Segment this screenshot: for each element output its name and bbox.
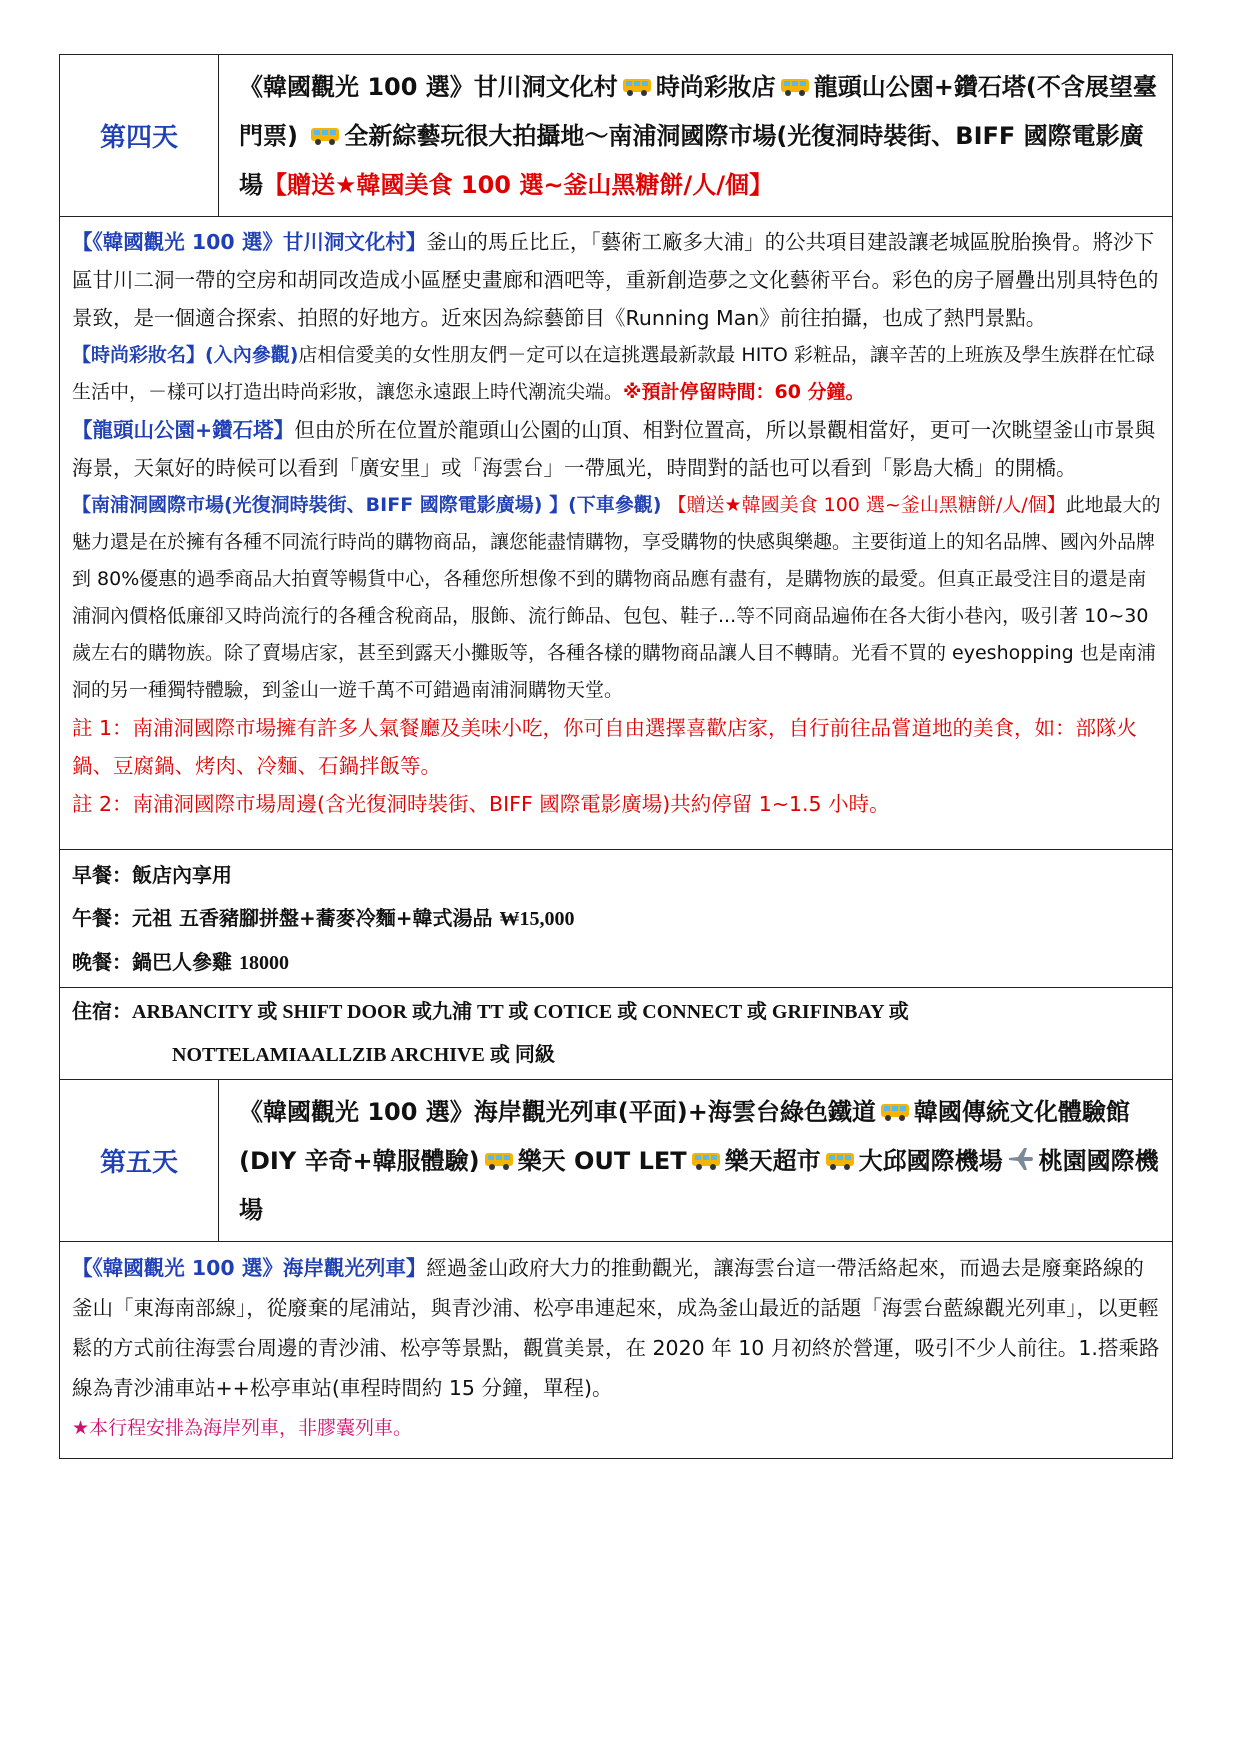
itinerary-table [59, 54, 1173, 1459]
day4-title-part1: 《韓國觀光 100 選》甘川洞文化村 [239, 73, 618, 101]
cosmetic-note: ※預計停留時間：60 分鐘。 [623, 381, 865, 403]
yongdusan-paragraph [72, 411, 1164, 487]
nampo-paragraph [72, 487, 1164, 709]
breakfast-line [72, 854, 1160, 897]
day5-title-part5: 大邱國際機場 [858, 1147, 1003, 1175]
itinerary-sheet [59, 54, 1173, 1459]
lodging-line1: ARBANCITY 或 SHIFT DOOR 或九浦 TT 或 COTICE 或 CONNECT 或 GRIFINBAY 或 [132, 1001, 909, 1023]
lodging-row [60, 988, 1173, 1080]
note-1: 註 1：南浦洞國際市場擁有許多人氣餐廳及美味小吃，你可自由選擇喜歡店家，自行前往品嘗道地的美食，如：部隊火鍋、豆腐鍋、烤肉、冷麵、石鍋拌飯等。 [72, 716, 1138, 778]
day5-header-row [60, 1080, 1173, 1242]
dinner-price: 18000 [238, 952, 289, 974]
lodging-line2: NOTTELAMIAALLZIB ARCHIVE 或 同級 [172, 1044, 555, 1066]
day5-content [60, 1242, 1173, 1459]
train-text: 經過釜山政府大力的推動觀光，讓海雲台這一帶活絡起來，而過去是廢棄路線的釜山「東海南部線」，從廢棄的尾浦站，與青沙浦、松亭串連起來，成為釜山最近的話題「海雲台藍線觀光列車」，以更輕鬆的方式前往海雲台周邊的青沙浦、松亭等景點，觀賞美景，在 2020 年 10 月初終於營運，吸引不少人前往。1.搭乘路線為青沙浦車站++松亭車站(車程時間約 15 分鐘，單程)。 [72, 1256, 1160, 1400]
breakfast-value: 飯店內享用 [132, 863, 232, 887]
nampo-text: 此地最大的魅力還是在於擁有各種不同流行時尚的購物商品，讓您能盡情購物，享受購物的快感與樂趣。主要街道上的知名品牌、國內外品牌到 80%優惠的過季商品大拍賣等暢貨中心，各種您所想像不到的購物商品應有盡有，是購物族的最愛。但真正最受注目的還是南浦洞內價格低廉卻又時尚流行的各種含稅商品，服飾、流行飾品、包包、鞋子...等不同商品遍佈在各大街小巷內，吸引著 10~30 歲左右的購物族。除了賣場店家，甚至到露天小攤販等，各種各樣的購物商品讓人目不轉睛。光看不買的 eyeshopping 也是南浦洞的另一種獨特體驗，到釜山一遊千萬不可錯過南浦洞購物天堂。 [72, 494, 1161, 701]
note-2: 註 2：南浦洞國際市場周邊(含光復洞時裝街、BIFF 國際電影廣場)共約停留 1~1.5 小時。 [72, 792, 890, 816]
day4-label: 第四天 [60, 55, 219, 217]
gamcheon-paragraph [72, 223, 1164, 337]
bus-icon [780, 77, 810, 97]
cosmetic-paragraph [72, 337, 1164, 411]
meals-row [60, 850, 1173, 988]
day5-title-part3: 樂天 OUT LET [517, 1147, 687, 1175]
nampo-heading: 【南浦洞國際市場(光復洞時裝街、BIFF 國際電影廣場) 】(下車參觀) [72, 494, 662, 516]
gamcheon-heading: 【《韓國觀光 100 選》甘川洞文化村】 [72, 230, 427, 254]
day4-title-part3: 龍頭山公園+鑽石塔(不含展望臺門票) [239, 73, 1157, 150]
lunch-line [72, 897, 1160, 941]
bus-icon [484, 1151, 514, 1171]
day4-content-row [60, 217, 1173, 850]
lunch-label: 午餐： [72, 906, 132, 930]
cosmetic-text: 店相信愛美的女性朋友們－定可以在這挑選最新款最 HITO 彩粧品，讓辛苦的上班族及學生族群在忙碌生活中，－樣可以打造出時尚彩妝，讓您永遠跟上時代潮流尖端。 [72, 344, 1155, 403]
lunch-value: 元祖 五香豬腳拼盤+蕎麥冷麵+韓式湯品 [132, 906, 500, 930]
day4-content [60, 217, 1173, 850]
lodging-label: 住宿： [72, 999, 132, 1023]
bus-icon [880, 1102, 910, 1122]
day4-title-gift: 【贈送★韓國美食 100 選~釜山黑糖餅/人/個】 [263, 171, 773, 199]
day4-title [219, 55, 1173, 217]
train-note: ★本行程安排為海岸列車，非膠囊列車。 [72, 1417, 413, 1439]
gamcheon-text: 釜山的馬丘比丘，「藝術工廠多大浦」的公共項目建設讓老城區脫胎換骨。將沙下區甘川二洞一帶的空房和胡同改造成小區歷史畫廊和酒吧等，重新創造夢之文化藝術平台。彩色的房子層疊出別具特色的景致，是一個適合探索、拍照的好地方。近來因為綜藝節目《Running Man》前往拍攝，也成了熱門景點。 [72, 230, 1159, 330]
meals [60, 850, 1173, 988]
dinner-line [72, 941, 1160, 985]
breakfast-label: 早餐： [72, 863, 132, 887]
dinner-value: 鍋巴人參雞 [132, 950, 239, 974]
nampo-gift: 【贈送★韓國美食 100 選~釜山黑糖餅/人/個】 [667, 494, 1066, 516]
cosmetic-tag: (入內參觀) [205, 344, 299, 366]
day5-title-part1: 《韓國觀光 100 選》海岸觀光列車(平面)+海雲台綠色鐵道 [239, 1098, 876, 1126]
train-heading: 【《韓國觀光 100 選》海岸觀光列車】 [72, 1256, 427, 1280]
bus-icon [310, 126, 340, 146]
day4-title-part4: 全新綜藝玩很大拍攝地～南浦洞國際市場(光復洞時裝街、BIFF 國際電影廣場 [239, 122, 1144, 199]
dinner-label: 晚餐： [72, 950, 132, 974]
day5-title-part2: 韓國傳統文化體驗館(DIY 辛奇+韓服體驗) [239, 1098, 1130, 1175]
lunch-price: ₩15,000 [499, 908, 575, 930]
airplane-icon [1007, 1146, 1035, 1172]
train-paragraph [72, 1248, 1164, 1408]
yongdusan-text: 但由於所在位置於龍頭山公園的山頂、相對位置高，所以景觀相當好，更可一次眺望釜山市景與海景，天氣好的時候可以看到「廣安里」或「海雲台」一帶風光，時間對的話也可以看到「影島大橋」的開橋。 [72, 418, 1156, 480]
day5-label: 第五天 [60, 1080, 219, 1242]
day5-content-row [60, 1242, 1173, 1459]
lodging [60, 988, 1173, 1080]
day5-title-part4: 樂天超市 [724, 1147, 821, 1175]
day4-header-row [60, 55, 1173, 217]
bus-icon [691, 1151, 721, 1171]
bus-icon [825, 1151, 855, 1171]
bus-icon [622, 77, 652, 97]
cosmetic-heading: 【時尚彩妝名】 [72, 344, 206, 366]
day5-title-part6: 桃園國際機場 [239, 1147, 1159, 1224]
yongdusan-heading: 【龍頭山公園+鑽石塔】 [72, 418, 295, 442]
day5-title [219, 1080, 1173, 1242]
day4-title-part2: 時尚彩妝店 [655, 73, 776, 101]
